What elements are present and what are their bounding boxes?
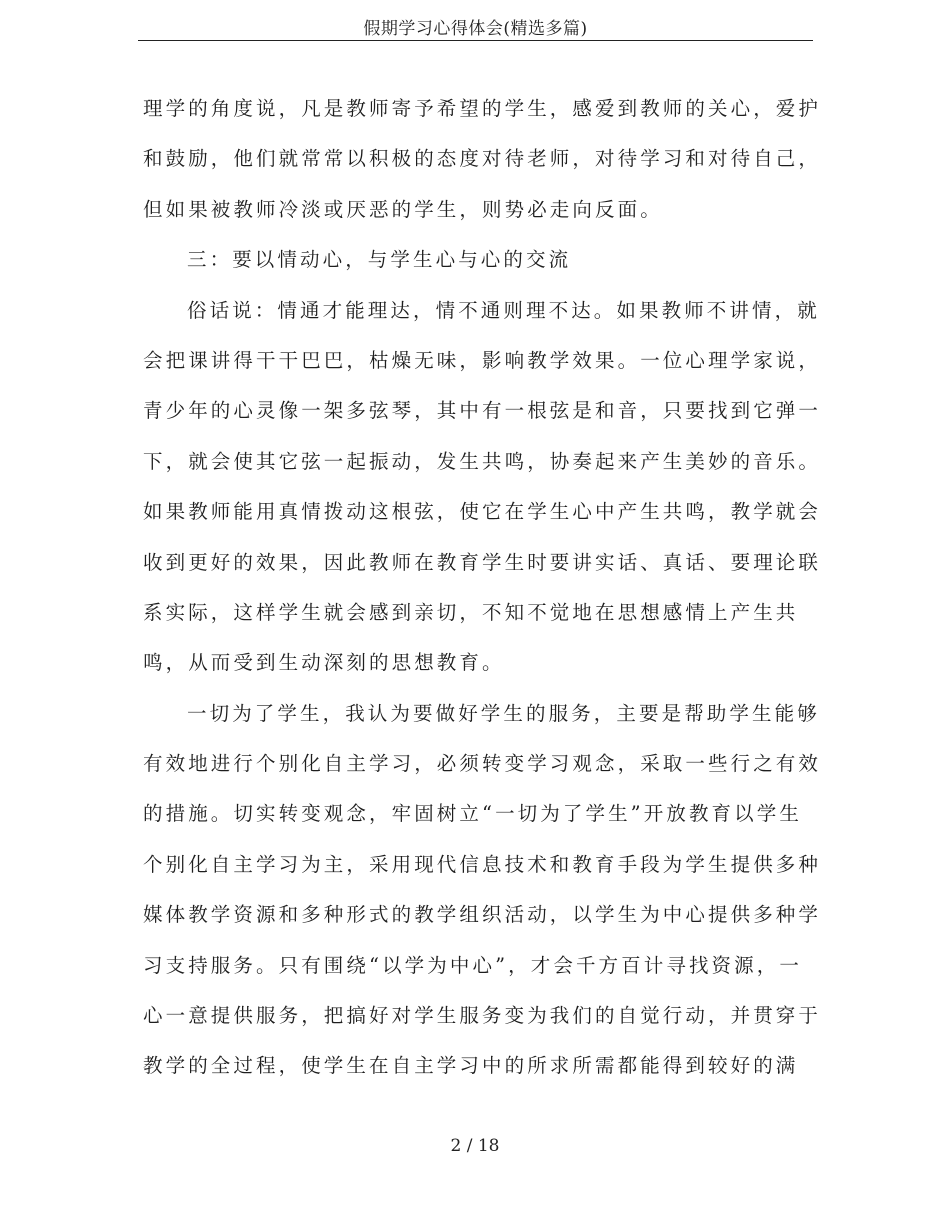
text-line: 俗话说：情通才能理达，情不通则理不达。如果教师不讲情，就 bbox=[187, 298, 820, 322]
document-title: 假期学习心得体会(精选多篇) bbox=[363, 19, 588, 39]
text-line: 系实际，这样学生就会感到亲切，不知不觉地在思想感情上产生共 bbox=[143, 600, 799, 624]
text-line: 一切为了学生，我认为要做好学生的服务，主要是帮助学生能够 bbox=[187, 701, 820, 725]
text-line: 青少年的心灵像一架多弦琴，其中有一根弦是和音，只要找到它弹一 bbox=[143, 399, 822, 423]
text-line: 心一意提供服务，把搞好对学生服务变为我们的自觉行动，并贯穿于 bbox=[143, 1004, 822, 1028]
text-line: 和鼓励，他们就常常以积极的态度对待老师，对待学习和对待自己， bbox=[143, 147, 822, 171]
text-line: 理学的角度说，凡是教师寄予希望的学生，感爱到教师的关心，爱护 bbox=[143, 97, 822, 120]
page-number: 2 / 18 bbox=[450, 1136, 500, 1156]
text-line: 但如果被教师冷淡或厌恶的学生，则势必走向反面。 bbox=[143, 197, 663, 221]
document-body bbox=[143, 84, 822, 1092]
text-line: 如果教师能用真情拨动这根弦，使它在学生心中产生共鸣，教学就会 bbox=[143, 500, 822, 524]
text-line: 媒体教学资源和多种形式的教学组织活动，以学生为中心提供多种学 bbox=[143, 903, 822, 927]
text-line: 会把课讲得干干巴巴，枯燥无味，影响教学效果。一位心理学家说， bbox=[143, 348, 822, 372]
text-line: 下，就会使其它弦一起振动，发生共鸣，协奏起来产生美妙的音乐。 bbox=[143, 449, 822, 473]
text-line: 有效地进行个别化自主学习，必须转变学习观念，采取一些行之有效 bbox=[143, 752, 822, 776]
text-line: 收到更好的效果，因此教师在教育学生时要讲实话、真话、要理论联 bbox=[143, 550, 822, 574]
text-line: 教学的全过程，使学生在自主学习中的所求所需都能得到较好的满 bbox=[143, 1054, 799, 1078]
page-header bbox=[138, 0, 813, 41]
text-line: 习支持服务。只有围绕“以学为中心”，才会千方百计寻找资源，一 bbox=[143, 953, 802, 977]
text-line: 鸣，从而受到生动深刻的思想教育。 bbox=[143, 651, 505, 675]
text-line: 的措施。切实转变观念，牢固树立“一切为了学生”开放教育以学生 bbox=[143, 802, 802, 826]
text-line: 个别化自主学习为主，采用现代信息技术和教育手段为学生提供多种 bbox=[143, 852, 822, 876]
section-heading: 三：要以情动心，与学生心与心的交流 bbox=[187, 248, 572, 272]
